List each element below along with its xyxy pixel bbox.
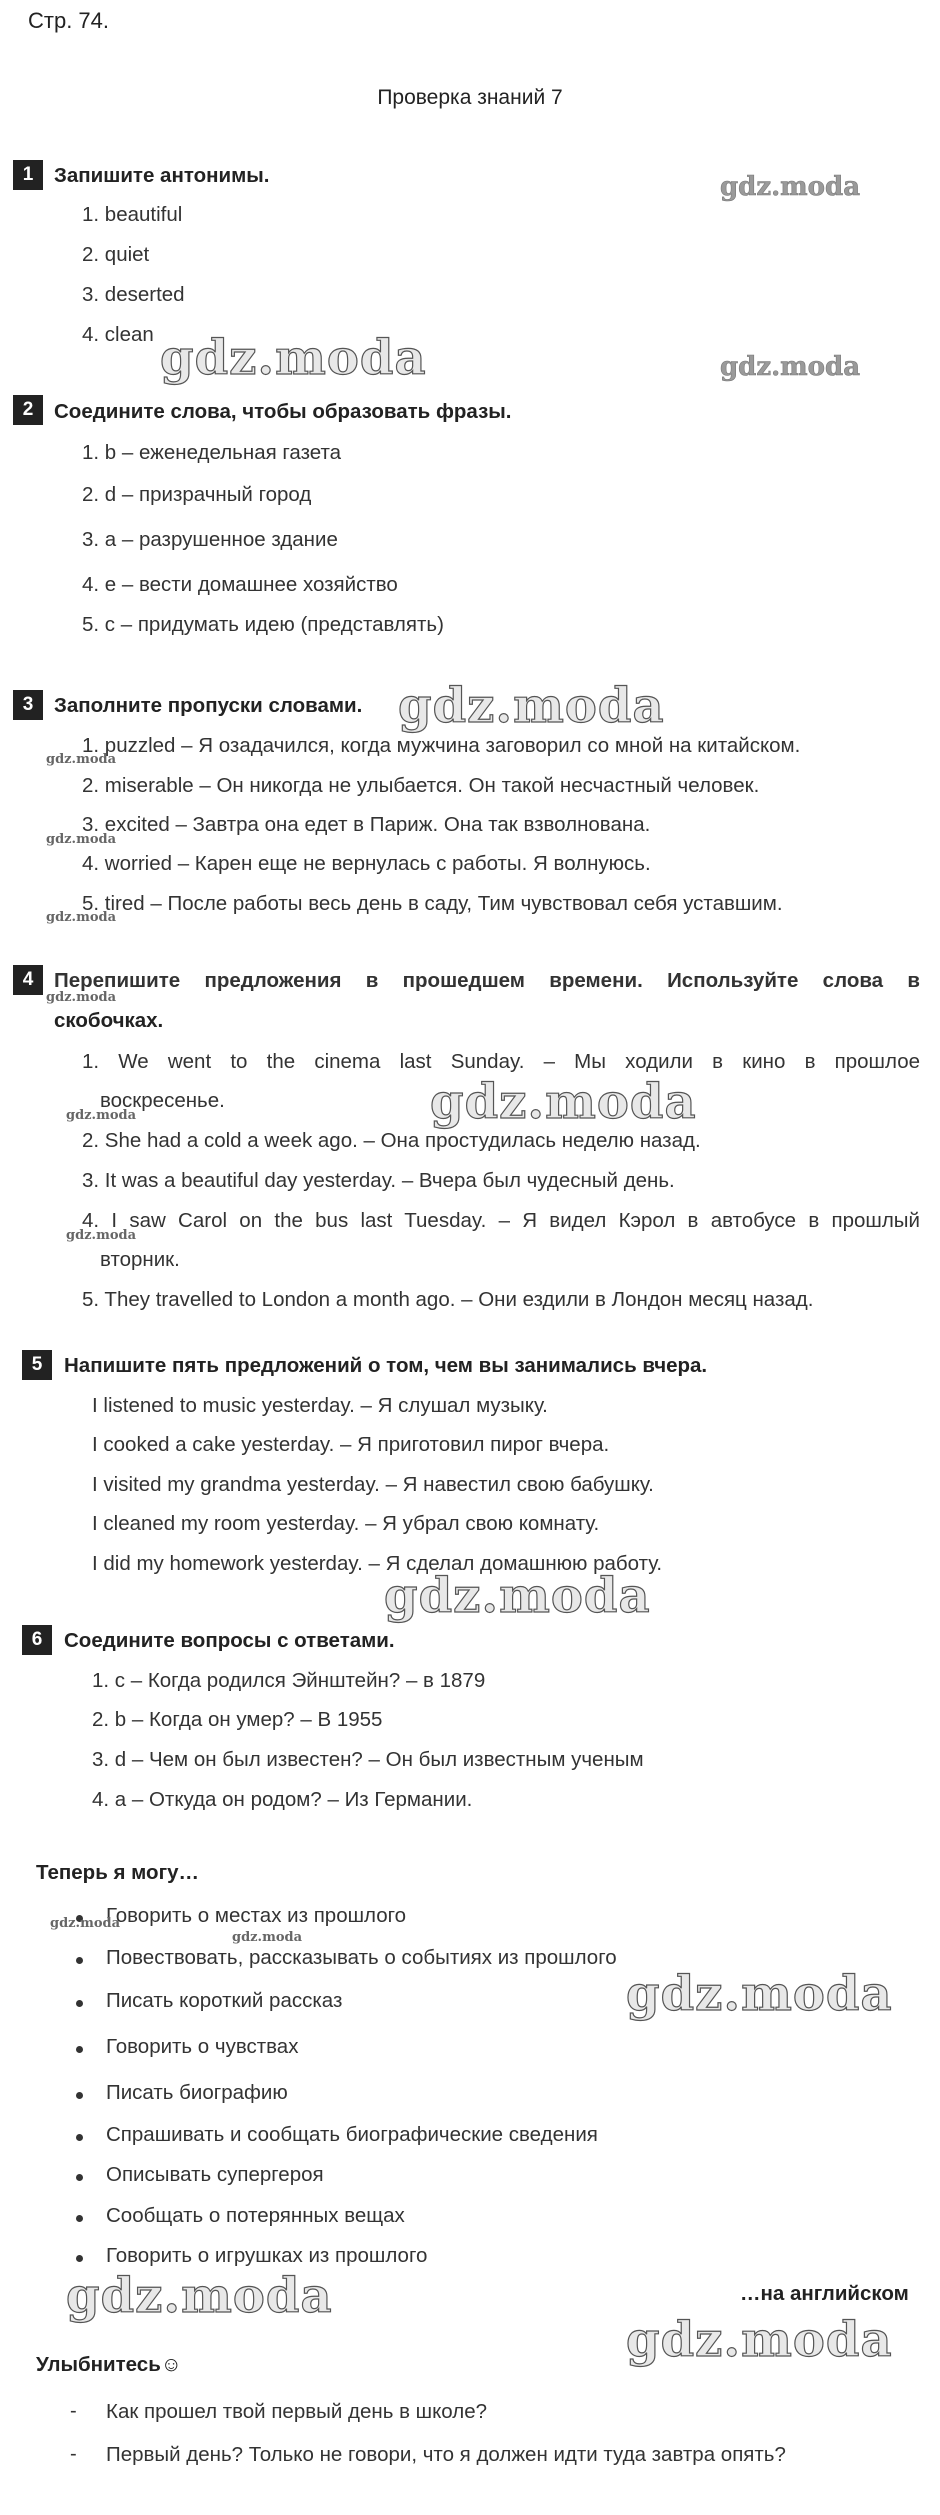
can-do-item: Сообщать о потерянных вещах — [106, 2204, 405, 2227]
dash-marker: - — [70, 2400, 77, 2422]
bullet-icon — [76, 2215, 83, 2222]
section-number-badge: 4 — [13, 965, 43, 995]
answer-line: 1. We went to the cinema last Sunday. – Мы ходили в кино в прошлое — [82, 1050, 920, 1073]
watermark: gdz.moda — [430, 1074, 697, 1130]
watermark: gdz.moda — [626, 2312, 893, 2368]
watermark: gdz.moda — [66, 1108, 137, 1123]
watermark: gdz.moda — [720, 172, 861, 202]
answer-line: 1. beautiful — [82, 203, 183, 226]
can-do-item: Повествовать, рассказывать о событиях из прошлого — [106, 1946, 617, 1969]
answer-line: I did my homework yesterday. – Я сделал домашнюю работу. — [92, 1552, 663, 1575]
watermark: gdz.moda — [384, 1568, 651, 1624]
answer-line: I cooked a cake yesterday. – Я приготовил пирог вчера. — [92, 1433, 610, 1456]
section-heading: Перепишите предложения в прошедшем времени. Используйте слова в — [54, 969, 920, 992]
watermark: gdz.moda — [66, 2268, 333, 2324]
answer-line: 3. It was a beautiful day yesterday. – Вчера был чудесный день. — [82, 1169, 675, 1192]
watermark: gdz.moda — [720, 352, 861, 382]
answer-line-continued: вторник. — [100, 1248, 180, 1271]
section-heading: Соедините слова, чтобы образовать фразы. — [54, 400, 512, 423]
answer-line: I visited my grandma yesterday. – Я навестил свою бабушку. — [92, 1473, 654, 1496]
answer-line-continued: воскресенье. — [100, 1089, 225, 1112]
can-do-item: Говорить о чувствах — [106, 2035, 299, 2058]
watermark: gdz.moda — [160, 330, 427, 386]
answer-line: 3. d – Чем он был известен? – Он был известным ученым — [92, 1748, 644, 1771]
section-number-badge: 1 — [13, 160, 43, 190]
answer-line: 5. tired – После работы весь день в саду, Тим чувствовал себя уставшим. — [82, 892, 783, 915]
watermark: gdz.moda — [626, 1966, 893, 2022]
answer-line: 4. I saw Carol on the bus last Tuesday. – Я видел Кэрол в автобусе в прошлый — [82, 1209, 920, 1232]
joke-line: Первый день? Только не говори, что я должен идти туда завтра опять? — [106, 2443, 786, 2466]
bullet-icon — [76, 2174, 83, 2181]
section-heading: Напишите пять предложений о том, чем вы занимались вчера. — [64, 1354, 708, 1377]
dash-marker: - — [70, 2443, 77, 2465]
can-do-item: Писать короткий рассказ — [106, 1989, 343, 2012]
answer-line: 5. c – придумать идею (представлять) — [82, 613, 444, 636]
answer-line: 5. They travelled to London a month ago. – Они ездили в Лондон месяц назад. — [82, 1288, 814, 1311]
watermark: gdz.moda — [46, 990, 117, 1005]
section-number-badge: 6 — [22, 1625, 52, 1655]
section-heading: Соедините вопросы с ответами. — [64, 1629, 395, 1652]
can-do-footer: …на английском — [740, 2282, 909, 2305]
can-do-item: Писать биографию — [106, 2081, 288, 2104]
bullet-icon — [76, 2046, 83, 2053]
section-heading-continued: скобочках. — [54, 1009, 164, 1032]
can-do-item: Спрашивать и сообщать биографические сведения — [106, 2123, 598, 2146]
smile-heading: Улыбнитесь☺ — [36, 2353, 182, 2376]
answer-line: 2. She had a cold a week ago. – Она простудилась неделю назад. — [82, 1129, 701, 1152]
page-title: Проверка знаний 7 — [377, 86, 563, 109]
answer-line: 4. worried – Карен еще не вернулась с работы. Я волнуюсь. — [82, 852, 651, 875]
watermark: gdz.moda — [398, 678, 665, 734]
can-do-item: Говорить о местах из прошлого — [106, 1904, 407, 1927]
joke-line: Как прошел твой первый день в школе? — [106, 2400, 488, 2423]
can-do-item: Говорить о игрушках из прошлого — [106, 2244, 428, 2267]
answer-line: 3. deserted — [82, 283, 185, 306]
watermark: gdz.moda — [232, 1930, 303, 1945]
bullet-icon — [76, 2134, 83, 2141]
answer-line: 2. quiet — [82, 243, 150, 266]
section-heading: Заполните пропуски словами. — [54, 694, 363, 717]
answer-line: I cleaned my room yesterday. – Я убрал свою комнату. — [92, 1512, 600, 1535]
answer-line: 1. c – Когда родился Эйнштейн? – в 1879 — [92, 1669, 486, 1692]
answer-line: 1. b – еженедельная газета — [82, 441, 342, 464]
watermark: gdz.moda — [46, 910, 117, 925]
page-number: Стр. 74. — [28, 8, 110, 33]
answer-line: I listened to music yesterday. – Я слушал музыку. — [92, 1394, 548, 1417]
section-heading: Запишите антонимы. — [54, 164, 270, 187]
answer-line: 4. e – вести домашнее хозяйство — [82, 573, 398, 596]
watermark: gdz.moda — [50, 1916, 121, 1931]
bullet-icon — [76, 2000, 83, 2007]
can-do-item: Описывать супергероя — [106, 2163, 324, 2186]
bullet-icon — [76, 2092, 83, 2099]
answer-line: 2. d – призрачный город — [82, 483, 312, 506]
answer-line: 3. a – разрушенное здание — [82, 528, 338, 551]
answer-line: 2. miserable – Он никогда не улыбается. Он такой несчастный человек. — [82, 774, 760, 797]
section-number-badge: 3 — [13, 690, 43, 720]
watermark: gdz.moda — [46, 752, 117, 767]
section-number-badge: 2 — [13, 395, 43, 425]
answer-line: 1. puzzled – Я озадачился, когда мужчина заговорил со мной на китайском. — [82, 734, 801, 757]
answer-line: 2. b – Когда он умер? – В 1955 — [92, 1708, 383, 1731]
can-do-heading: Теперь я могу… — [36, 1861, 200, 1884]
answer-line: 4. clean — [82, 323, 154, 346]
watermark: gdz.moda — [46, 832, 117, 847]
section-number-badge: 5 — [22, 1350, 52, 1380]
watermark: gdz.moda — [66, 1228, 137, 1243]
bullet-icon — [76, 1957, 83, 1964]
answer-line: 4. a – Откуда он родом? – Из Германии. — [92, 1788, 473, 1811]
bullet-icon — [76, 2255, 83, 2262]
answer-line: 3. excited – Завтра она едет в Париж. Она так взволнована. — [82, 813, 651, 836]
